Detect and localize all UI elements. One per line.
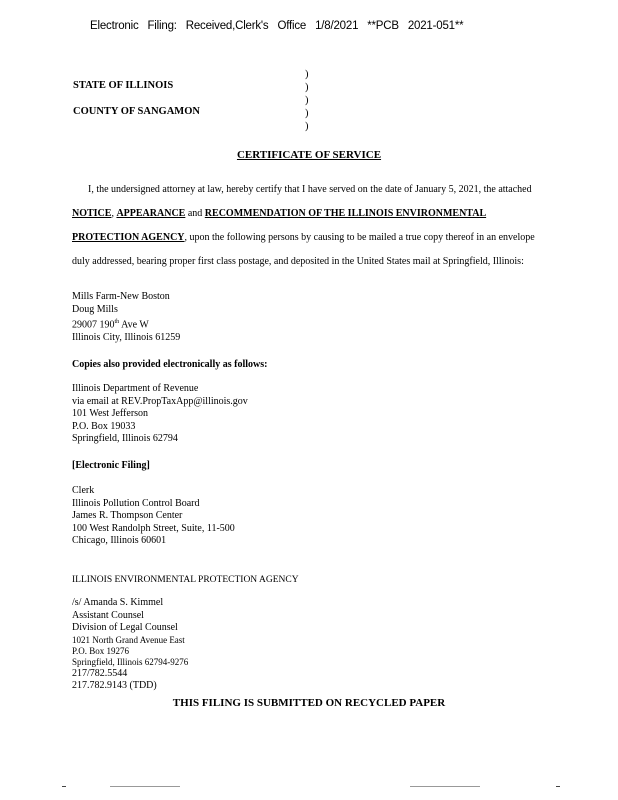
- agency-name: ILLINOIS ENVIRONMENTAL PROTECTION AGENCY: [72, 575, 299, 585]
- scan-artifact: [410, 786, 480, 787]
- recipient-line: Doug Mills: [72, 303, 118, 315]
- recipient-street: 29007 190: [72, 319, 115, 331]
- recipient-line: [72, 316, 180, 332]
- revenue-address: [72, 383, 248, 446]
- board-address: [72, 485, 235, 548]
- signature-address-line: 1021 North Grand Avenue East: [72, 634, 185, 645]
- ordinal-suffix: th: [114, 319, 120, 325]
- recipient-street-tail: Ave W: [119, 319, 149, 331]
- revenue-line: P.O. Box 19033: [72, 420, 136, 432]
- caption-paren: ): [305, 95, 309, 106]
- scan-artifact: [556, 786, 560, 787]
- recipient-line: Mills Farm-New Boston: [72, 291, 170, 302]
- board-line: Illinois Pollution Control Board: [72, 497, 200, 509]
- board-line: 100 West Randolph Street, Suite, 11-500: [72, 522, 235, 534]
- caption-paren: ): [305, 121, 309, 132]
- board-line: James R. Thompson Center: [72, 510, 183, 521]
- board-line: Clerk: [72, 485, 95, 496]
- recipient-address: [72, 291, 180, 344]
- appearance-link: APPEARANCE: [116, 208, 186, 219]
- signature-line: /s/ Amanda S. Kimmel: [72, 597, 164, 608]
- notice-link: NOTICE: [72, 208, 112, 219]
- revenue-line: Springfield, Illinois 62794: [72, 433, 178, 444]
- caption-paren: ): [305, 82, 309, 93]
- body-lead: I, the undersigned attorney at law, hereby certify that I have served on the date of January 5, 2021, the attached: [88, 184, 532, 195]
- caption-brackets: [305, 68, 309, 133]
- certification-paragraph: [72, 178, 548, 274]
- recipient-line: Illinois City, Illinois 61259: [72, 331, 181, 343]
- signature-line: Division of Legal Counsel: [72, 622, 178, 633]
- signature-address-line: Springfield, Illinois 62794-9276: [72, 656, 189, 667]
- recommendation-link: RECOMMENDATION OF THE ILLINOIS ENVIRONMENTAL PROTECTION AGENCY: [72, 208, 487, 243]
- signature-address-line: P.O. Box 19276: [72, 645, 130, 656]
- copies-heading: Copies also provided electronically as follows:: [72, 359, 268, 370]
- recycled-paper-footer: THIS FILING IS SUBMITTED ON RECYCLED PAPER: [172, 697, 446, 709]
- scan-artifact: [110, 786, 180, 787]
- caption-state: STATE OF ILLINOIS: [73, 80, 174, 91]
- revenue-line: Illinois Department of Revenue: [72, 383, 199, 394]
- board-line: Chicago, Illinois 60601: [72, 535, 167, 546]
- revenue-email: via email at REV.PropTaxApp@illinois.gov: [72, 395, 248, 407]
- caption-paren: ): [305, 69, 309, 80]
- signature-line: Assistant Counsel: [72, 609, 144, 621]
- body-comma: ,: [111, 208, 117, 219]
- caption-paren: ): [305, 108, 309, 119]
- efiling-heading: [Electronic Filing]: [72, 460, 150, 471]
- document-title: CERTIFICATE OF SERVICE: [236, 149, 382, 161]
- efiling-header: Electronic Filing: Received,Clerk's Office 1/8/2021 **PCB 2021-051**: [90, 20, 464, 32]
- signature-phone: 217/782.5544: [72, 667, 128, 679]
- body-and: and: [185, 208, 205, 219]
- revenue-line: 101 West Jefferson: [72, 408, 149, 419]
- caption-county: COUNTY OF SANGAMON: [73, 106, 200, 117]
- signature-phone: 217.782.9143 (TDD): [72, 680, 157, 691]
- scan-artifact: [62, 786, 66, 787]
- signature-block: [72, 597, 188, 693]
- body-rest: , upon the following persons by causing to be mailed a true copy thereof in an envelope duly addressed, bearing proper first class postage, and deposited in the United States mail at Springfield, Illinois:: [72, 232, 535, 267]
